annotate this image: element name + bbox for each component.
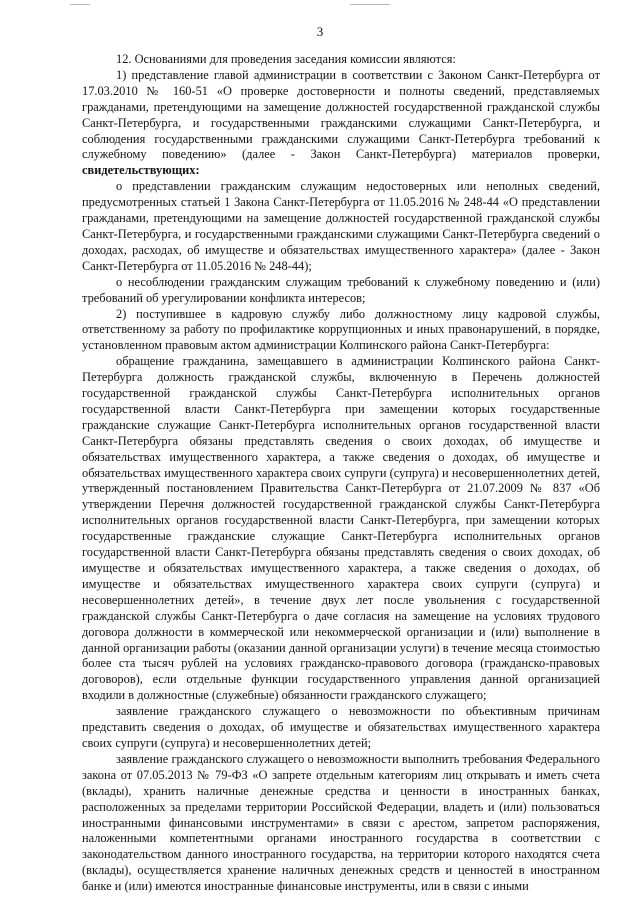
paragraph-false-info: о представлении гражданским служащим недостоверных или неполных сведений, предусмотренных статьей 1 Закона Санкт-Петербурга от 11.05.2016 № 248-44 «О представлении гражданами, претендующими на замещение должностей государственной гражданской службы Санкт-Петербурга, и государственными гражданскими служащими Санкт-Петербурга сведений о доходах, расходах, об имуществе и обязательствах имущественного характера» (далее - Закон Санкт-Петербурга от 11.05.2016 № 248-44); — [82, 179, 600, 273]
paragraph-noncompliance: о несоблюдении гражданским служащим требований к служебному поведению и (или) требований об урегулировании конфликта интересов; — [82, 274, 600, 305]
paragraph-bold-tail: свидетельствующих: — [82, 163, 200, 178]
paragraph-text: 1) представление главой администрации в соответствии с Законом Санкт-Петербурга от 17.03.2010 № 160-51 «О проверке достоверности и полноты сведений, представляемых гражданами, претендующими на замещение должностей государственной гражданской службы Санкт-Петербурга, и государственными гражданскими служащими Санкт-Петербурга, и соблюдения государственными гражданскими служащими Санкт-Петербурга требований к служебному поведению» (далее - Закон Санкт-Петербурга) материалов проверки, — [82, 67, 600, 162]
document-body — [82, 52, 600, 895]
scan-speck — [350, 4, 390, 5]
paragraph-statement-foreign: заявление гражданского служащего о невозможности выполнить требования Федерального закона от 07.05.2013 № 79-ФЗ «О запрете отдельным категориям лиц открывать и иметь счета (вклады), хранить наличные денежные средства и ценности в иностранных банках, расположенных за пределами территории Российской Федерации, владеть и (или) пользоваться иностранными финансовыми инструментами» в связи с арестом, запретом распоряжения, наложенными компетентными органами иностранного государства в соответствии с законодательством данного иностранного государства, на территории которого находятся счета (вклады), осуществляется хранение наличных денежных средств и ценностей в иностранном банке и (или) имеются иностранные финансовые инструменты, или в связи с иными — [82, 751, 600, 894]
paragraph-statement-income: заявление гражданского служащего о невозможности по объективным причинам представить сведения о доходах, об имуществе и обязательствах имущественного характера своих супруги (супруга) и несовершеннолетних детей; — [82, 704, 600, 750]
page-number: 3 — [316, 24, 324, 39]
paragraph-citizen-appeal: обращение гражданина, замещавшего в администрации Колпинского района Санкт-Петербурга должность гражданской службы, включенную в Перечень должностей государственной гражданской службы Санкт-Петербурга исполнительных органов государственной власти Санкт-Петербурга при замещении которых государственные гражданские служащие Санкт-Петербурга исполнительных органов государственной власти Санкт-Петербурга обязаны представлять сведения о своих доходах, об имуществе и обязательствах имущественного характера, а также сведения о доходах, об имуществе и обязательствах имущественного характера своих супруги (супруга) и несовершеннолетних детей, утвержденный постановлением Правительства Санкт-Петербурга от 21.07.2009 № 837 «Об утверждении Перечня должностей государственной гражданской службы Санкт-Петербурга исполнительных органов государственной власти Санкт-Петербурга, при замещении которых государственные гражданские служащие Санкт-Петербурга исполнительных органов государственной власти Санкт-Петербурга обязаны представлять сведения о своих доходах, об имуществе и обязательствах имущественного характера, а также сведения о доходах, об имуществе и обязательствах имущественного характера своих супруги (супруга) и несовершеннолетних детей», в течение двух лет после увольнения с государственной гражданской службы Санкт-Петербурга о даче согласия на замещение на условиях трудового договора должности в коммерческой или некоммерческой организации и (или) выполнение в данной организации работы (оказании данной организации услуги) в течение месяца стоимостью более ста тысяч рублей на условиях гражданско-правового договора (гражданско-правовых договоров), если отдельные функции государственного управления данной организацией входили в должностные (служебные) обязанности гражданского служащего; — [82, 354, 600, 703]
paragraph-item-12: 12. Основаниями для проведения заседания комиссии являются: — [116, 52, 456, 66]
paragraph-subitem-1 — [82, 68, 600, 179]
scan-speck — [70, 4, 90, 5]
paragraph-subitem-2: 2) поступившее в кадровую службу либо должностному лицу кадровой службы, ответственному за работу по профилактике коррупционных и иных правонарушений, в порядке, установленном правовым актом администрации Колпинского района Санкт-Петербурга: — [82, 306, 600, 353]
